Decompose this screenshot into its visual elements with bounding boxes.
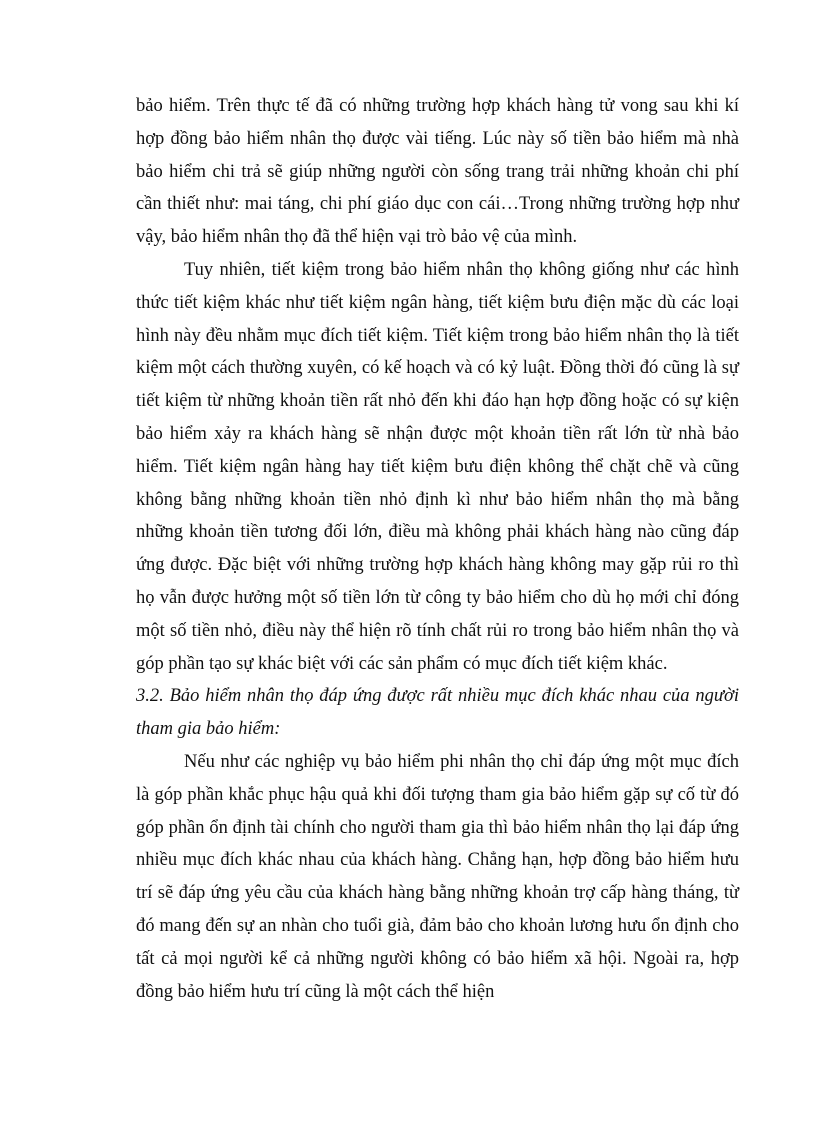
- document-body: [136, 90, 739, 1008]
- paragraph-savings-comparison: Tuy nhiên, tiết kiệm trong bảo hiểm nhân thọ không giống như các hình thức tiết kiệm khác như tiết kiệm ngân hàng, tiết kiệm bưu điện mặc dù các loại hình này đều nhằm mục đích tiết kiệm. Tiết kiệm trong bảo hiểm nhân thọ là tiết kiệm một cách thường xuyên, có kế hoạch và có kỷ luật. Đồng thời đó cũng là sự tiết kiệm từ những khoản tiền rất nhỏ đến khi đáo hạn hợp đồng hoặc có sự kiện bảo hiểm xảy ra khách hàng sẽ nhận được một khoản tiền rất lớn từ nhà bảo hiểm. Tiết kiệm ngân hàng hay tiết kiệm bưu điện không thể chặt chẽ và cũng không bằng những khoản tiền nhỏ định kì như bảo hiểm nhân thọ mà bằng những khoản tiền tương đối lớn, điều mà không phải khách hàng nào cũng đáp ứng được. Đặc biệt với những trường hợp khách hàng không may gặp rủi ro thì họ vẫn được hưởng một số tiền lớn từ công ty bảo hiểm cho dù họ mới chỉ đóng một số tiền nhỏ, điều này thể hiện rõ tính chất rủi ro trong bảo hiểm nhân thọ và góp phần tạo sự khác biệt với các sản phẩm có mục đích tiết kiệm khác.: [136, 259, 739, 674]
- paragraph-multiple-purposes: Nếu như các nghiệp vụ bảo hiểm phi nhân thọ chỉ đáp ứng một mục đích là góp phần khắc phục hậu quả khi đối tượng tham gia bảo hiểm gặp sự cố từ đó góp phần ổn định tài chính cho người tham gia thì bảo hiểm nhân thọ lại đáp ứng nhiều mục đích khác nhau của khách hàng. Chẳng hạn, hợp đồng bảo hiểm hưu trí sẽ đáp ứng yêu cầu của khách hàng bằng những khoản trợ cấp hàng tháng, từ đó mang đến sự an nhàn cho tuổi già, đảm bảo cho khoản lương hưu ổn định cho tất cả mọi người kể cả những người không có bảo hiểm xã hội. Ngoài ra, hợp đồng bảo hiểm hưu trí cũng là một cách thể hiện: [136, 751, 739, 1002]
- section-heading-3-2: 3.2. Bảo hiểm nhân thọ đáp ứng được rất nhiều mục đích khác nhau của người tham gia bảo hiểm:: [136, 686, 739, 740]
- paragraph-continuation: bảo hiểm. Trên thực tế đã có những trường hợp khách hàng tử vong sau khi kí hợp đồng bảo hiểm nhân thọ được vài tiếng. Lúc này số tiền bảo hiểm mà nhà bảo hiểm chi trả sẽ giúp những người còn sống trang trải những khoản chi phí cần thiết như: mai táng, chi phí giáo dục con cái…Trong những trường hợp như vậy, bảo hiểm nhân thọ đã thể hiện vại trò bảo vệ của mình.: [136, 96, 739, 248]
